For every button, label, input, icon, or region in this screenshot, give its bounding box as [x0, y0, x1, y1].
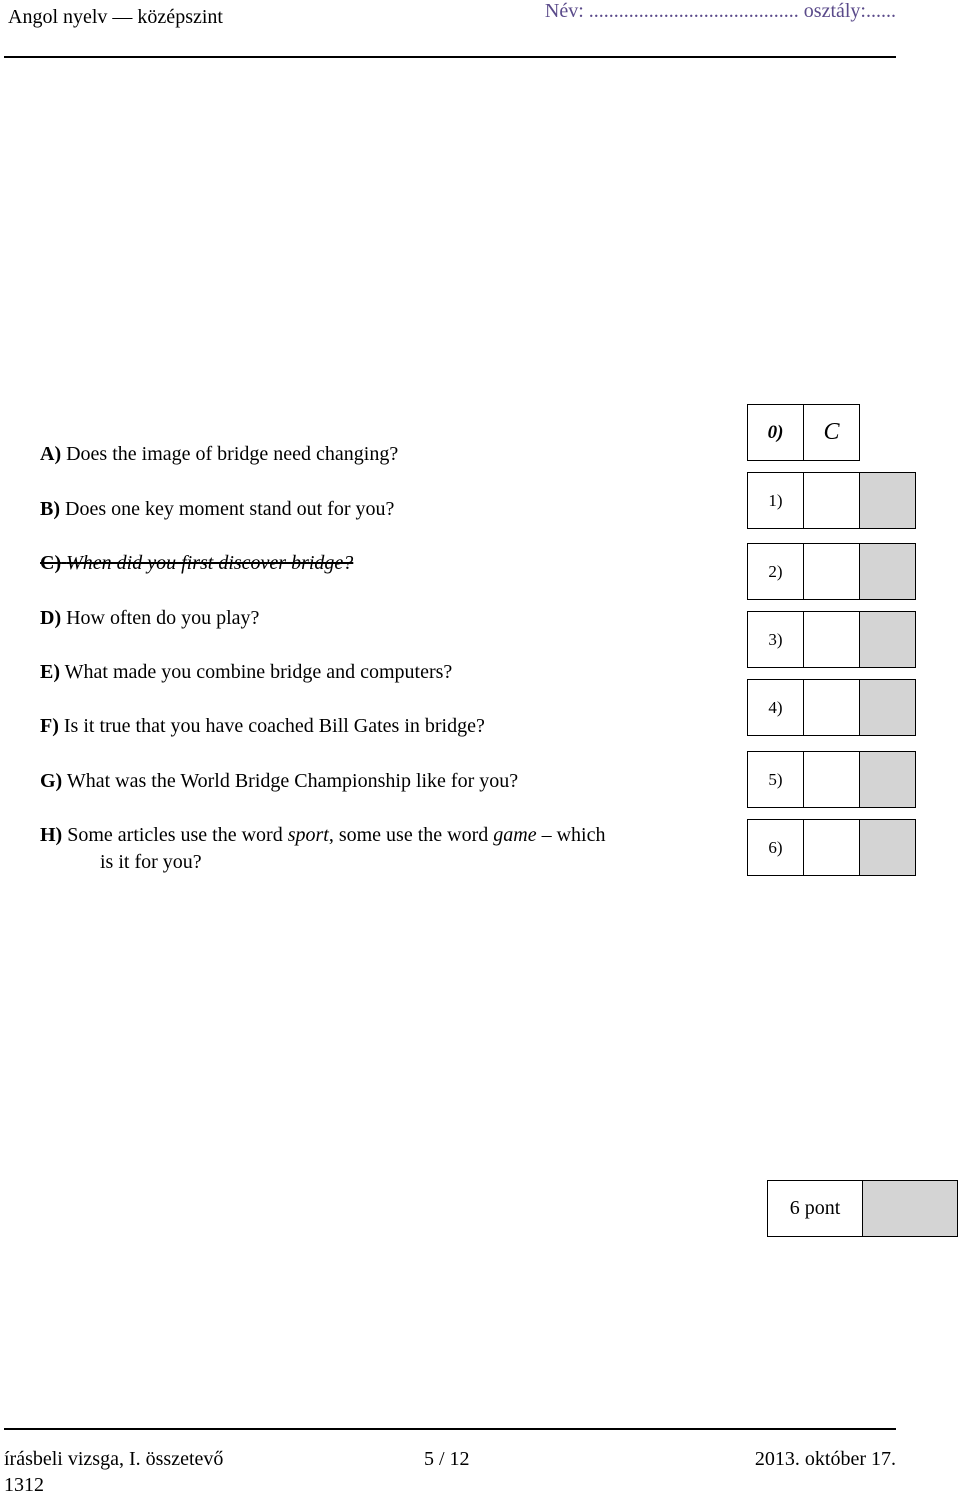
- option-d: D) How often do you play?: [40, 607, 260, 629]
- answer-number-2: 2): [747, 543, 804, 600]
- name-class-field[interactable]: Név: .......................................... osztály:......: [544, 0, 896, 22]
- answer-box-2[interactable]: [803, 543, 860, 600]
- option-a: A) Does the image of bridge need changing?: [40, 443, 399, 465]
- score-box-5: [859, 751, 916, 808]
- option-b: B) Does one key moment stand out for you?: [40, 498, 395, 520]
- exam-part: írásbeli vizsga, I. összetevő: [4, 1448, 224, 1470]
- answer-number-6: 6): [747, 819, 804, 876]
- score-box-6: [859, 819, 916, 876]
- answer-box-6[interactable]: [803, 819, 860, 876]
- answer-box-4[interactable]: [803, 679, 860, 736]
- answer-number-1: 1): [747, 472, 804, 529]
- option-h: H) Some articles use the word sport, some use the word game – which is it for you?: [40, 824, 606, 873]
- page-number: 5 / 12: [424, 1448, 470, 1470]
- answer-number-3: 3): [747, 611, 804, 668]
- option-e: E) What made you combine bridge and computers?: [40, 661, 453, 683]
- answer-box-3[interactable]: [803, 611, 860, 668]
- score-total-box: [862, 1180, 958, 1237]
- option-g: G) What was the World Bridge Championship like for you?: [40, 770, 519, 792]
- score-box-4: [859, 679, 916, 736]
- footer-divider: [4, 1428, 896, 1430]
- exam-code: 1312: [4, 1474, 44, 1496]
- score-box-2: [859, 543, 916, 600]
- option-f: F) Is it true that you have coached Bill Gates in bridge?: [40, 715, 485, 737]
- score-box-3: [859, 611, 916, 668]
- subject-title: Angol nyelv — középszint: [8, 6, 223, 28]
- answer-number-5: 5): [747, 751, 804, 808]
- answer-number-4: 4): [747, 679, 804, 736]
- example-answer: C: [803, 404, 860, 461]
- score-box-1: [859, 472, 916, 529]
- score-label: 6 pont: [767, 1180, 863, 1237]
- option-c-example: C) When did you first discover bridge?: [40, 552, 354, 574]
- exam-date: 2013. október 17.: [754, 1448, 896, 1470]
- answer-box-5[interactable]: [803, 751, 860, 808]
- answer-box-1[interactable]: [803, 472, 860, 529]
- header-divider: [4, 56, 896, 58]
- example-number: 0): [747, 404, 804, 461]
